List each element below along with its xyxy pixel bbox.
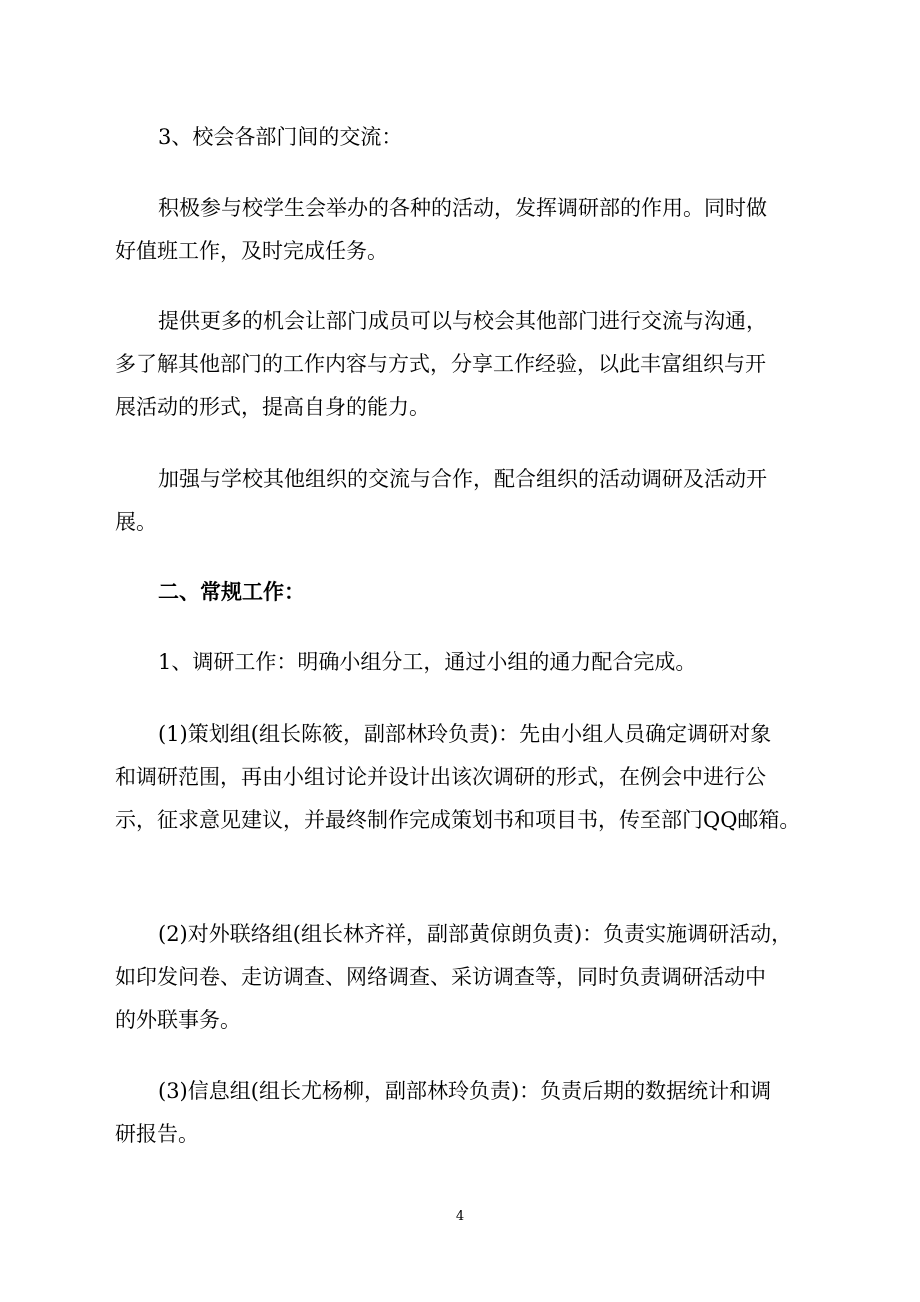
- paragraph-line: 好值班工作，及时完成任务。: [115, 239, 388, 263]
- paragraph-line: 提供更多的机会让部门成员可以与校会其他部门进行交流与沟通，: [158, 309, 767, 333]
- paragraph-line: (3)信息组(组长尤杨柳，副部林玲负责)：负责后期的数据统计和调: [158, 1079, 772, 1103]
- paragraph-line: 多了解其他部门的工作内容与方式，分享工作经验，以此丰富组织与开: [115, 352, 766, 376]
- paragraph-line: 的外联事务。: [115, 1008, 241, 1032]
- page-number: 4: [455, 1209, 465, 1224]
- paragraph-line: 1、调研工作：明确小组分工，通过小组的通力配合完成。: [158, 650, 697, 674]
- paragraph-line: (2)对外联络组(组长林齐祥，副部黄倞朗负责)：负责实施调研活动，: [158, 922, 793, 946]
- paragraph-line: 积极参与校学生会举办的各种的活动，发挥调研部的作用。同时做: [158, 196, 767, 220]
- paragraph-line: 如印发问卷、走访调查、网络调查、采访调查等，同时负责调研活动中: [115, 965, 766, 989]
- paragraph-line: 加强与学校其他组织的交流与合作，配合组织的活动调研及活动开: [158, 467, 767, 491]
- section-heading-routine-work: 二、常规工作：: [158, 579, 305, 604]
- paragraph-line: 展活动的形式，提高自身的能力。: [115, 395, 430, 419]
- paragraph-line: 示，征求意见建议，并最终制作完成策划书和项目书，传至部门QQ邮箱。: [115, 808, 801, 832]
- paragraph-line: 展。: [115, 510, 157, 534]
- heading-campus-communication: 3、校会各部门间的交流：: [158, 125, 403, 149]
- paragraph-line: 和调研范围，再由小组讨论并设计出该次调研的形式，在例会中进行公: [115, 765, 766, 789]
- paragraph-line: 研报告。: [115, 1122, 199, 1146]
- paragraph-line: (1)策划组(组长陈筱，副部林玲负责)：先由小组人员确定调研对象: [158, 722, 772, 746]
